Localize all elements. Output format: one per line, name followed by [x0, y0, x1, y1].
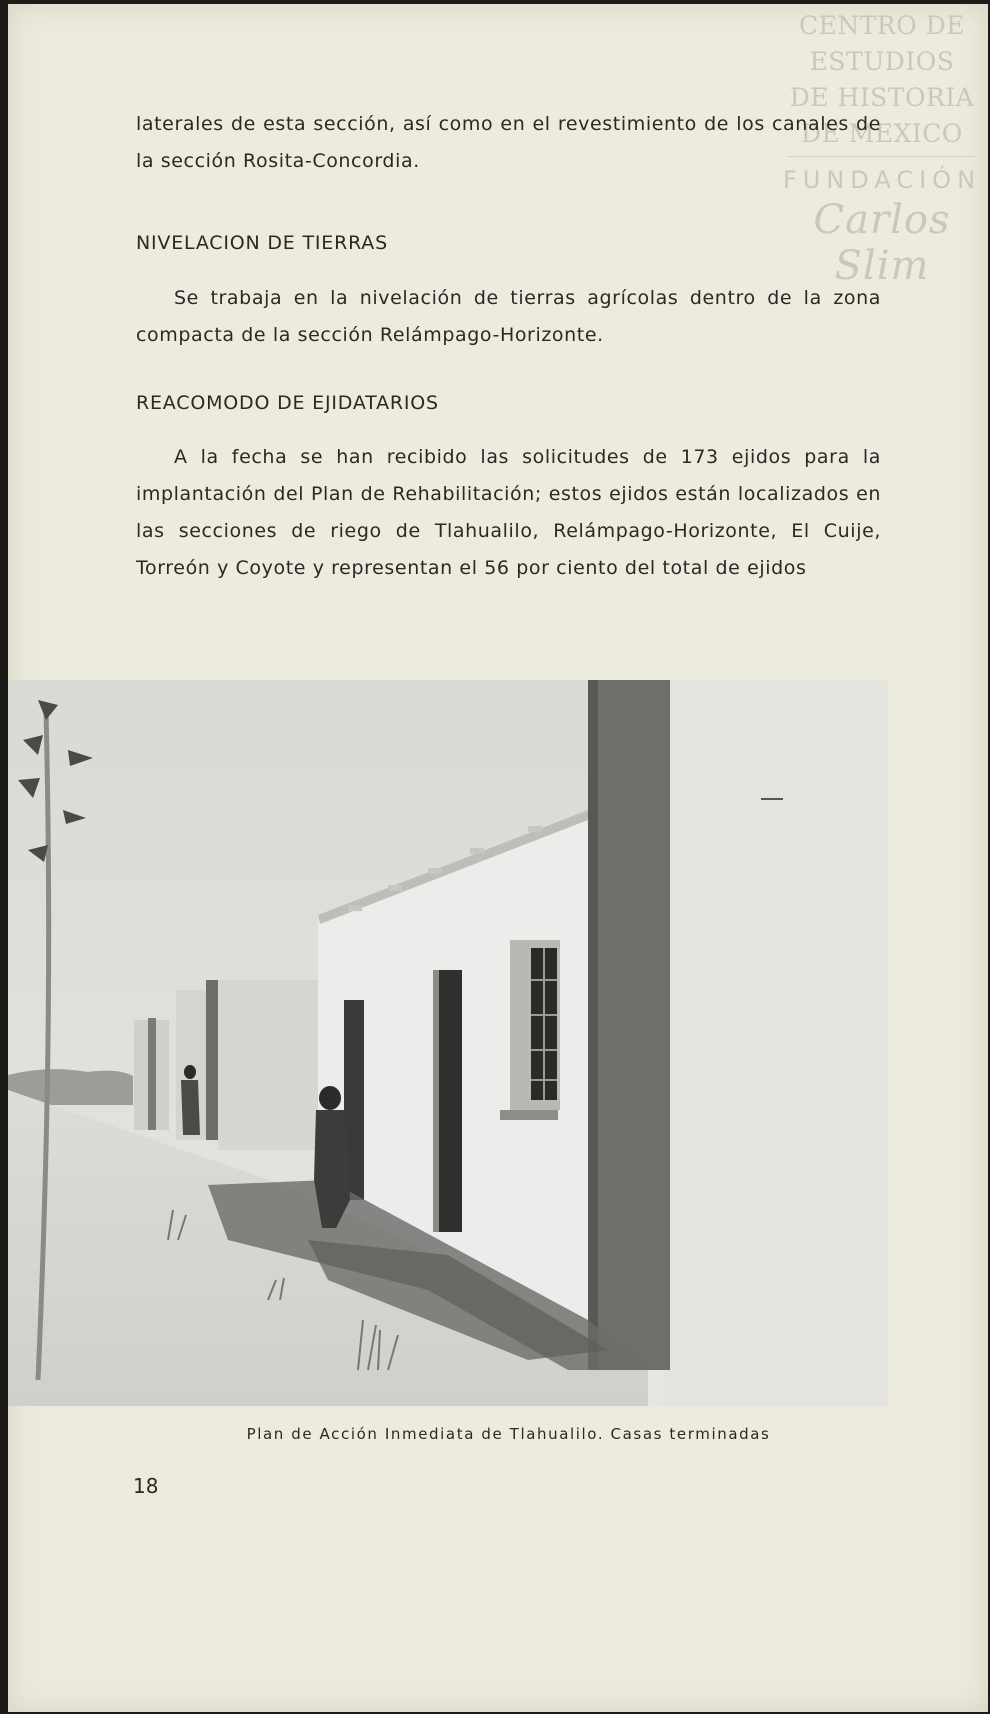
continued-paragraph: laterales de esta sección, así como en el revestimiento de los canales de la sección Rosita-Concordia. [136, 113, 881, 172]
watermark-line: DE HISTORIA [789, 83, 975, 112]
section-heading: NIVELACION DE TIERRAS [136, 232, 388, 254]
section-reacomodo-body [136, 439, 881, 587]
figure-caption: Plan de Acción Inmediata de Tlahualilo. Casas terminadas [246, 1425, 771, 1443]
section-reacomodo [136, 388, 881, 418]
paragraph: Se trabaja en la nivelación de tierras agrícolas dentro de la zona compacta de la sección Relámpago-Horizonte. [136, 287, 881, 346]
paragraph: A la fecha se han recibido las solicitudes de 173 ejidos para la implantación del Plan de Rehabilitación; estos ejidos están localizados en las secciones de riego de Tlahualilo, Relámpago-Horizonte, El Cuije, Torreón y Coyote y representan el 56 por ciento del total de ejidos [136, 446, 881, 579]
watermark-signature: Carlos Slim [813, 197, 951, 289]
section-heading: REACOMODO DE EJIDATARIOS [136, 392, 439, 414]
section-nivelacion-body [136, 280, 881, 354]
page-number: 18 [133, 1474, 159, 1498]
watermark-line: ESTUDIOS [809, 47, 955, 76]
document-page [8, 4, 988, 1712]
photo-houses [8, 680, 888, 1406]
watermark-foundation: FUNDACIÓN [782, 166, 982, 194]
watermark-line: DE MEXICO [801, 119, 963, 148]
photo-illustration [8, 680, 888, 1406]
body-text-block [136, 106, 881, 180]
section-nivelacion [136, 228, 881, 258]
watermark-line: CENTRO DE [799, 11, 965, 40]
